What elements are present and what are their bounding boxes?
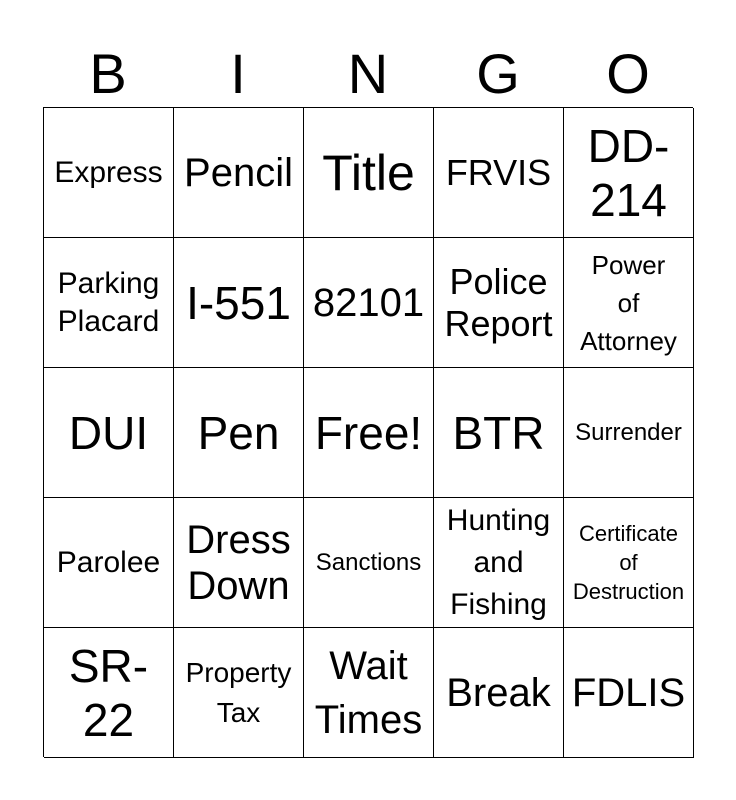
cell-label: FDLIS <box>571 670 686 715</box>
cell-label: Title <box>322 144 415 201</box>
bingo-cell[interactable] <box>44 628 174 758</box>
cell-label: Dress Down <box>186 517 291 608</box>
cell-label: Parking Placard <box>57 266 160 338</box>
bingo-cell[interactable] <box>434 108 564 238</box>
bingo-cell[interactable] <box>174 498 304 628</box>
cell-label: BTR <box>452 406 545 459</box>
bingo-cell[interactable] <box>174 628 304 758</box>
cell-label: DD- 214 <box>587 119 670 226</box>
cell-label: Police Report <box>444 260 553 344</box>
bingo-cell[interactable] <box>564 368 694 498</box>
cell-label: Certificate of Destruction <box>572 521 685 604</box>
cell-label: I-551 <box>186 276 291 329</box>
cell-label: Express <box>54 155 163 189</box>
bingo-cell free-space[interactable] <box>304 368 434 498</box>
bingo-cell[interactable] <box>564 238 694 368</box>
bingo-cell[interactable] <box>434 628 564 758</box>
cell-label: Sanctions <box>315 548 422 576</box>
header-letter-b: B <box>89 42 127 105</box>
cell-label: 82101 <box>312 280 425 325</box>
cell-label: SR- 22 <box>68 639 149 746</box>
bingo-cell[interactable] <box>174 108 304 238</box>
header-letter-g: G <box>476 42 520 105</box>
bingo-cell[interactable] <box>44 108 174 238</box>
bingo-cell[interactable] <box>564 628 694 758</box>
bingo-header <box>43 42 693 106</box>
cell-label: Hunting and Fishing <box>446 503 551 621</box>
header-letter-n: N <box>347 42 389 105</box>
bingo-cell[interactable] <box>564 498 694 628</box>
bingo-cell[interactable] <box>304 498 434 628</box>
header-letter-o: O <box>606 42 650 105</box>
bingo-cell[interactable] <box>174 368 304 498</box>
cell-label: Break <box>446 670 551 715</box>
bingo-cell[interactable] <box>44 238 174 368</box>
bingo-cell[interactable] <box>434 498 564 628</box>
bingo-cell[interactable] <box>44 368 174 498</box>
cell-label: Pencil <box>184 150 293 195</box>
cell-label: Free! <box>314 406 423 459</box>
cell-label: Surrender <box>575 418 682 446</box>
bingo-cell[interactable] <box>434 368 564 498</box>
bingo-grid <box>43 107 693 757</box>
bingo-cell[interactable] <box>434 238 564 368</box>
cell-label: Wait Times <box>314 643 423 742</box>
bingo-cell[interactable] <box>304 108 434 238</box>
bingo-cell[interactable] <box>174 238 304 368</box>
header-letter-i: I <box>230 42 246 105</box>
bingo-cell[interactable] <box>304 628 434 758</box>
cell-label: Property Tax <box>185 656 292 728</box>
cell-label: Pen <box>197 406 280 459</box>
cell-label: FRVIS <box>445 151 552 193</box>
bingo-cell[interactable] <box>304 238 434 368</box>
cell-label: Parolee <box>56 545 161 579</box>
cell-label: Power of Attorney <box>580 249 677 356</box>
bingo-cell[interactable] <box>44 498 174 628</box>
bingo-cell[interactable] <box>564 108 694 238</box>
cell-label: DUI <box>68 406 149 459</box>
